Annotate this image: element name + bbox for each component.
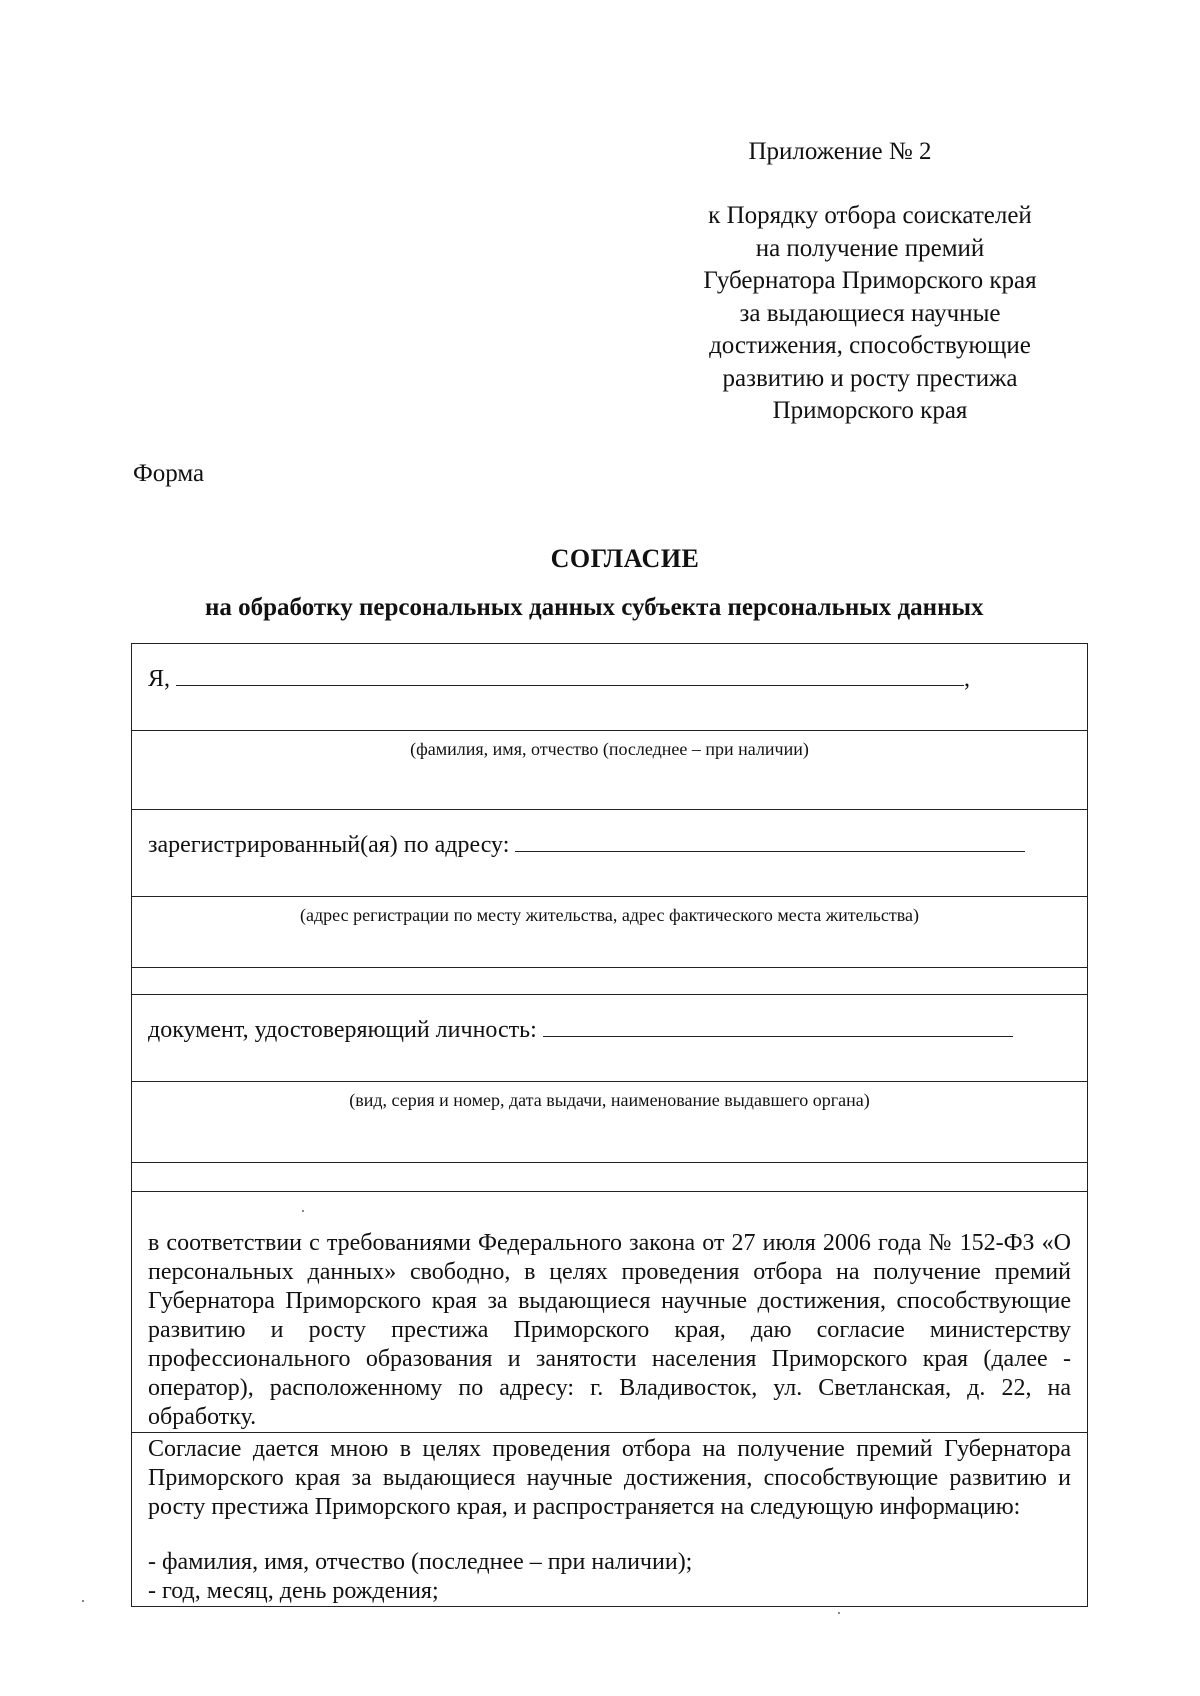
document-note-cell [132,1082,1088,1163]
consent-info-list [148,1548,1071,1606]
consent-cell [132,1433,1088,1607]
table-row [132,995,1088,1082]
table-row [132,1163,1088,1192]
appendix-line: на получение премий [755,234,985,262]
appendix-line: развитию и росту престижа [722,364,1018,392]
appendix-line: достижения, способствующие [709,332,1031,359]
address-input-line[interactable] [515,833,1025,852]
fio-suffix: , [964,666,971,692]
table-row [132,897,1088,968]
fio-input-line[interactable] [176,667,964,686]
address-label: зарегистрированный(ая) по адресу: [148,832,510,858]
fio-note: (фамилия, имя, отчество (последнее – при наличии) [410,739,809,759]
fio-prefix: Я, [148,666,171,692]
table-row [132,1082,1088,1163]
table-row [132,810,1088,897]
form-label: Форма [133,460,205,487]
document-input-line[interactable] [543,1018,1013,1037]
address-field [148,810,1071,859]
document-note: (вид, серия и номер, дата выдачи, наименование выдавшего органа) [349,1090,870,1110]
scan-speck [302,1210,304,1212]
list-item: - год, месяц, день рождения; [148,1578,439,1604]
table-row [132,1433,1088,1607]
table-row [132,644,1088,731]
appendix-line: Губернатора Приморского края [703,267,1037,294]
fio-cell [132,644,1088,731]
document-title: СОГЛАСИЕ [550,544,700,573]
law-paragraph: в соответствии с требованиями Федерального закона от 27 июля 2006 года № 152-ФЗ «О персональных данных» свободно, в целях проведения отбора на получение премий Губернатора Приморского края за выдающиеся научные достижения, способствующие развитию и росту престижа Приморского края, даю согласие министерству профессионального образования и занятости населения Приморского края (далее - оператор), расположенному по адресу: г. Владивосток, ул. Светланская, д. 22, на обработку. [148,1230,1071,1430]
address-cell [132,810,1088,897]
appendix-line: к Порядку отбора соискателей [708,202,1032,229]
consent-form-table [131,643,1088,1607]
appendix-line: за выдающиеся научные [739,299,1001,327]
document-subtitle: на обработку персональных данных субъекта персональных данных [205,594,984,621]
empty-cell [132,968,1088,995]
scan-speck [838,1612,840,1614]
consent-paragraph: Согласие дается мною в целях проведения отбора на получение премий Губернатора Приморского края за выдающиеся научные достижения, способствующие развитию и росту престижа Приморского края, и распространяется на следующую информацию: [148,1436,1071,1520]
appendix-line: Приморского края [772,397,968,424]
appendix-description [660,200,1080,428]
address-note: (адрес регистрации по месту жительства, адрес фактического места жительства) [300,905,919,925]
list-item: - фамилия, имя, отчество (последнее – при наличии); [148,1549,693,1575]
document-field [148,995,1071,1044]
scan-speck [82,1600,84,1602]
empty-cell [132,1163,1088,1192]
appendix-title: Приложение № 2 [748,138,932,165]
table-row [132,968,1088,995]
fio-note-cell [132,731,1088,810]
address-note-cell [132,897,1088,968]
table-row [132,1192,1088,1433]
document-label: документ, удостоверяющий личность: [148,1017,537,1043]
document-cell [132,995,1088,1082]
law-cell [132,1192,1088,1433]
fio-field [148,644,1071,693]
table-row [132,731,1088,810]
